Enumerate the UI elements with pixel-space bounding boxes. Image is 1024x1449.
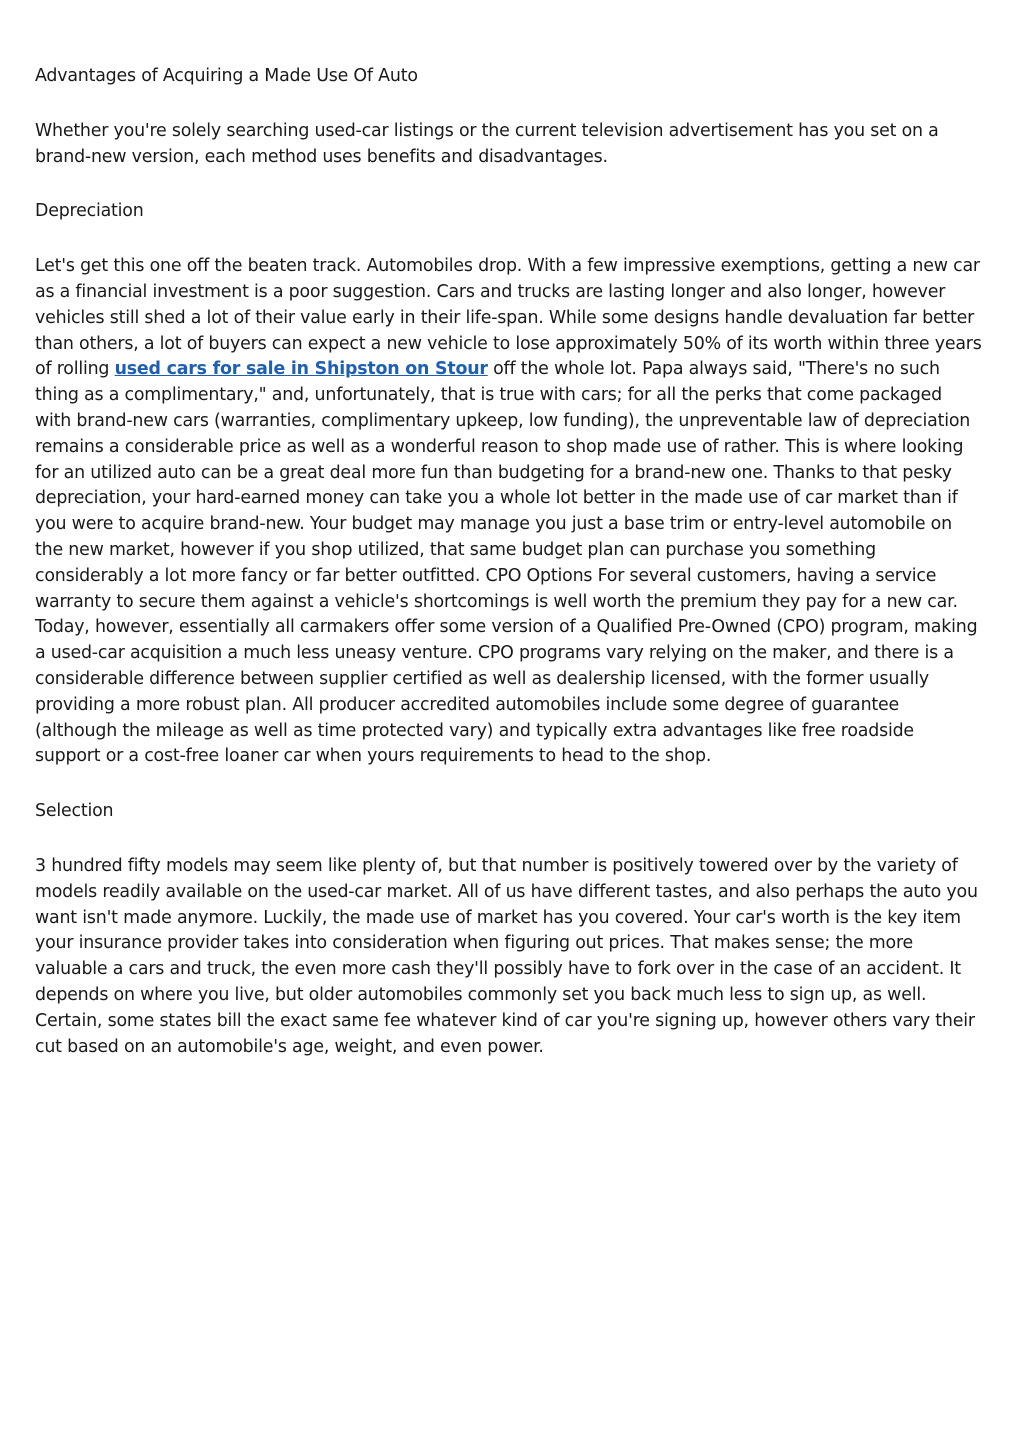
depreciation-text-before-link: Let's get this one off the beaten track. Automobiles drop. With a few impressive exemptions, getting a new car as a financial investment is a poor suggestion. Cars and trucks are lasting longer and also longer, however vehicles still shed a lot of their value early in their life-span. While some designs handle devaluation far better than others, a lot of buyers can expect a new vehicle to lose approximately 50% of its worth within three years of rolling (35, 256, 982, 380)
section-heading-selection: Selection (35, 801, 114, 822)
used-cars-link[interactable]: used cars for sale in Shipston on Stour (114, 359, 488, 380)
depreciation-text-after-link: off the whole lot. Papa always said, "There's no such thing as a complimentary," and, unfortunately, that is true with cars; for all the perks that come packaged with brand-new cars (warranties, complimentary upkeep, low funding), the unpreventable law of depreciation remains a considerable price as well as a wonderful reason to shop made use of rather. This is where looking for an utilized auto can be a great deal more fun than budgeting for a brand-new one. Thanks to that pesky depreciation, your hard-earned money can take you a whole lot better in the made use of car market than if you were to acquire brand-new. Your budget may manage you just a base trim or entry-level automobile on the new market, however if you shop utilized, that same budget plan can purchase you something considerably a lot more fancy or far better outfitted. CPO Options For several customers, having a service warranty to secure them against a vehicle's shortcomings is well worth the premium they pay for a new car. Today, however, essentially all carmakers offer some version of a Qualified Pre-Owned (CPO) program, making a used-car acquisition a much less uneasy venture. CPO programs vary relying on the maker, and there is a considerable difference between supplier certified as well as dealership licensed, with the former usually providing a more robust plan. All producer accredited automobiles include some degree of guarantee (although the mileage as well as time protected vary) and typically extra advantages like free roadside support or a cost-free loaner car when yours requirements to head to the shop. (35, 359, 978, 767)
selection-paragraph: 3 hundred fifty models may seem like plenty of, but that number is positively towered over by the variety of models readily available on the used-car market. All of us have different tastes, and also perhaps the auto you want isn't made anymore. Luckily, the made use of market has you covered. Your car's worth is the key item your insurance provider takes into consideration when figuring out prices. That makes sense; the more valuable a cars and truck, the even more cash they'll possibly have to fork over in the case of an accident. It depends on where you live, but older automobiles commonly set you back much less to sign up, as well. Certain, some states bill the exact same fee whatever kind of car you're signing up, however others vary their cut based on an automobile's age, weight, and even power. (35, 855, 978, 1057)
depreciation-paragraph (35, 254, 983, 770)
intro-paragraph: Whether you're solely searching used-car listings or the current television advertisement has you set on a brand-new version, each method uses benefits and disadvantages. (35, 120, 939, 167)
document-title: Advantages of Acquiring a Made Use Of Auto (35, 66, 418, 86)
section-heading-depreciation: Depreciation (35, 201, 144, 222)
document-page (35, 64, 983, 1089)
